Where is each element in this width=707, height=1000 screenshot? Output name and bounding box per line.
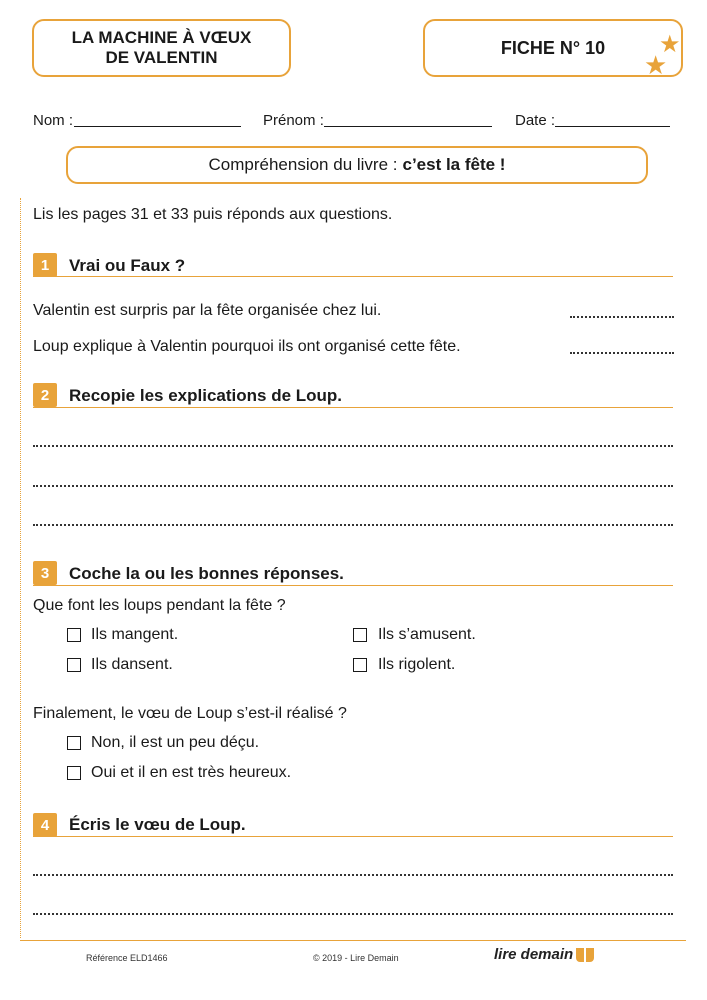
section-number: 2	[33, 383, 57, 407]
question-text: Que font les loups pendant la fête ?	[33, 597, 286, 614]
prenom-field[interactable]	[324, 126, 492, 127]
instruction-text: Lis les pages 31 et 33 puis réponds aux questions.	[33, 206, 393, 223]
checkbox[interactable]	[67, 736, 81, 750]
section-title: Coche la ou les bonnes réponses.	[69, 564, 344, 583]
section-rule	[33, 407, 673, 408]
section-rule	[33, 585, 673, 586]
option-label: Oui et il en est très heureux.	[91, 764, 292, 781]
checkbox[interactable]	[353, 628, 367, 642]
margin-line	[20, 198, 21, 938]
option-label: Ils mangent.	[91, 626, 179, 643]
option-label: Ils s’amusent.	[378, 626, 476, 643]
footer-copyright: © 2019 - Lire Demain	[313, 953, 399, 963]
section-title: Écris le vœu de Loup.	[69, 815, 246, 834]
section-rule	[33, 836, 673, 837]
section-number: 3	[33, 561, 57, 585]
logo-text: lire demain	[494, 946, 574, 963]
answer-line[interactable]	[570, 316, 674, 318]
nom-label: Nom :	[33, 112, 74, 129]
worksheet-title-box	[32, 19, 291, 77]
section-number: 1	[33, 253, 57, 277]
footer-reference: Référence ELD1466	[86, 953, 168, 963]
section-number: 4	[33, 813, 57, 837]
subtitle-bold: c’est la fête !	[402, 155, 506, 174]
writing-line[interactable]	[33, 913, 673, 915]
answer-line[interactable]	[570, 352, 674, 354]
subtitle-box	[66, 146, 648, 184]
nom-field[interactable]	[74, 126, 241, 127]
checkbox[interactable]	[67, 658, 81, 672]
worksheet-title-line1: LA MACHINE À VŒUX	[71, 28, 252, 47]
star-icon: ★	[644, 50, 668, 80]
section-title: Recopie les explications de Loup.	[69, 386, 343, 405]
checkbox[interactable]	[353, 658, 367, 672]
option-label: Non, il est un peu déçu.	[91, 734, 260, 751]
date-field[interactable]	[555, 126, 670, 127]
footer-rule	[20, 940, 686, 941]
fiche-number: FICHE N° 10	[500, 37, 606, 58]
question-text: Finalement, le vœu de Loup s’est-il réalisé ?	[33, 705, 347, 722]
section-rule	[33, 276, 673, 277]
date-label: Date :	[515, 112, 556, 129]
subtitle-prefix: Compréhension du livre :	[208, 155, 398, 174]
prenom-label: Prénom :	[263, 112, 324, 129]
lire-demain-logo	[494, 946, 594, 963]
writing-line[interactable]	[33, 874, 673, 876]
option-label: Ils rigolent.	[378, 656, 456, 673]
writing-line[interactable]	[33, 524, 673, 526]
checkbox[interactable]	[67, 766, 81, 780]
writing-line[interactable]	[33, 485, 673, 487]
checkbox[interactable]	[67, 628, 81, 642]
worksheet-title-line2: DE VALENTIN	[105, 48, 218, 67]
statement-text: Loup explique à Valentin pourquoi ils ont organisé cette fête.	[33, 338, 461, 355]
star-icon: ★	[659, 31, 681, 58]
writing-line[interactable]	[33, 445, 673, 447]
option-label: Ils dansent.	[91, 656, 173, 673]
statement-text: Valentin est surpris par la fête organisée chez lui.	[33, 302, 382, 319]
section-title: Vrai ou Faux ?	[69, 256, 186, 275]
book-icon	[576, 948, 594, 962]
